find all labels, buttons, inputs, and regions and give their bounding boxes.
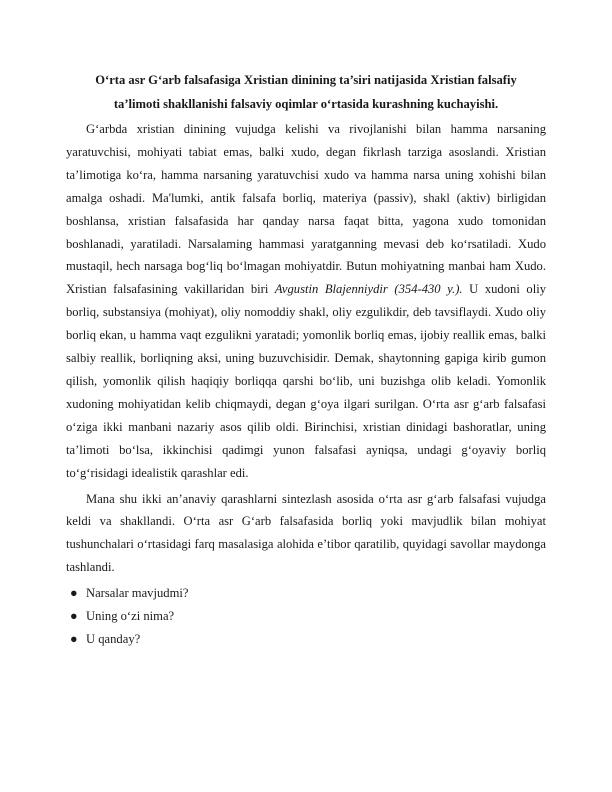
- document-page: [66, 68, 546, 651]
- list-item-text: Narsalar mavjudmi?: [86, 586, 189, 601]
- title-line-2: ta’limoti shakllanishi falsaviy oqimlar o‘rtasida kurashning kuchayishi.: [113, 97, 499, 111]
- list-item-text: Uning o‘zi nima?: [86, 609, 175, 624]
- paragraph-1: [66, 118, 546, 485]
- bullet-icon: ●: [70, 586, 78, 601]
- paragraph-1-italic-name: Avgustin Blajenniydir (354-430 y.).: [274, 282, 463, 297]
- list-item: [66, 605, 546, 628]
- title-line-1: O‘rta asr G‘arb falsafasiga Xristian dinining ta’siri natijasida Xristian falsafiy: [95, 73, 517, 87]
- bullet-icon: ●: [70, 632, 78, 647]
- document-title: [66, 68, 546, 116]
- bullet-icon: ●: [70, 609, 78, 624]
- list-item-text: U qanday?: [86, 632, 141, 647]
- list-item: [66, 582, 546, 605]
- paragraph-2: Mana shu ikki an’anaviy qarashlarni sintezlash asosida o‘rta asr g‘arb falsafasi vujudga keldi va shakllandi. O‘rta asr G‘arb falsafasida borliq yoki mavjudlik bilan mohiyat tushunchalari o‘rtasidagi farq masalasiga alohida e’tibor qaratilib, quyidagi savollar maydonga tashlandi.: [66, 491, 546, 575]
- paragraph-1-text-a: G‘arbda xristian dinining vujudga kelishi va rivojlanishi bilan hamma narsaning yaratuvchisi, mohiyati tabiat emas, balki xudo, degan fikrlash tarziga asoslandi. Xristian ta’limotiga ko‘ra, hamma narsaning yaratuvchisi xudo va hamma narsa uning xohishi bilan amalga oshadi. Ma'lumki, antik falsafa borliq, materiya (passiv), shakl (aktiv) birligidan boshlansa, xristian falsafasida har qanday narsa faqat bitta, yagona xudo tomonidan boshlanadi, yaratiladi. Narsalaming hammasi yaratganning mevasi deb ko‘rsatiladi. Xudo mustaqil, hech narsaga bog‘liq bo‘lmagan mohiyatdir. Butun mohiyatning manbai ham Xudo. Xristian falsafasining vakillaridan biri: [66, 122, 546, 297]
- list-item: [66, 628, 546, 651]
- question-list: [66, 582, 546, 651]
- paragraph-1-text-b: U xudoni oliy borliq, substansiya (mohiyat), oliy nomoddiy shakl, oliy ezgulikdir, deb tavsiflaydi. Xudo oliy borliq ekan, u hamma vaqt ezgulikni yaratadi; yomonlik borliq emas, ijobiy reallik emas, balki salbiy reallik, borliqning aksi, uning buzuvchisidir. Demak, shaytonning gapiga kirib gumon qilish, yomonlik qilish haqiqiy borliqqa qarshi bo‘lib, uni buzishga olib keladi. Yomonlik xudoning mohiyatidan kelib chiqmaydi, degan g‘oya ilgari surilgan. O‘rta asr g‘arb falsafasi o‘ziga ikki manbani nazariy asos qilib oldi. Birinchisi, xristian dinidagi bashoratlar, uning ta’limoti bo‘lsa, ikkinchisi qadimgi yunon falsafasi ayniqsa, undagi g‘oyaviy borliq to‘g‘risidagi idealistik qarashlar edi.: [66, 282, 546, 480]
